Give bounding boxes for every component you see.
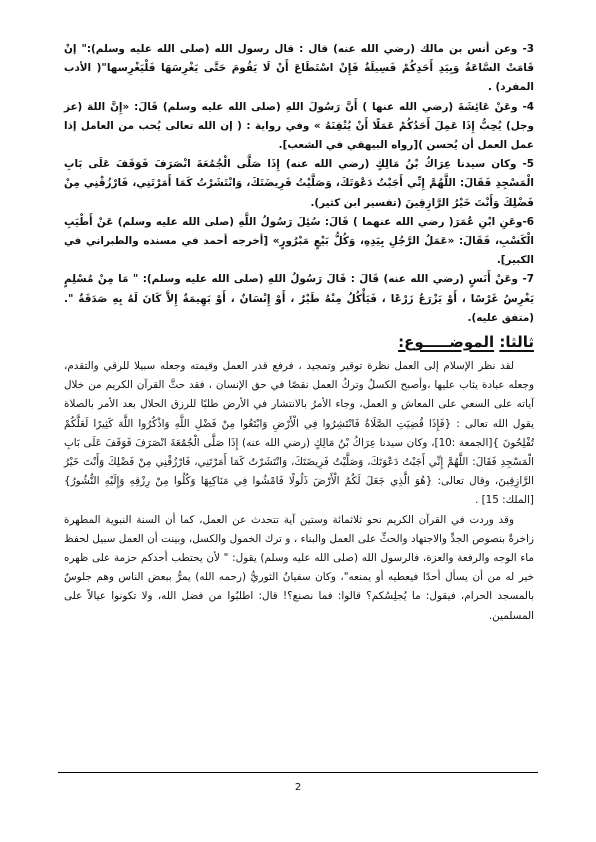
hadith-4: 4- وعَنْ عَائِشَةَ (رضي الله عنها ) أَنَّ رَسُولَ اللهِ (صلى الله عليه وسلم) قَالَ: «إِنَّ اللهَ (عز وجل) يُحِبُّ إِذَا عَمِلَ أَحَدُكُمْ عَمَلًا أَنْ يُتْقِنَهُ » وفي رواية : ( إن الله تعالى يُحب من العامل إذا عمل العمل أن يُحسن )[رواه البيهقي في الشعب]. (64, 100, 534, 152)
section-heading-number: ثالثا: (499, 333, 534, 352)
hadith-7: 7- وعَنْ أَنَسٍ (رضي الله عنه) قَالَ : قَالَ رَسُولُ اللهِ (صلى الله عليه وسلم): " مَا مِنْ مُسْلِمٍ يَغْرِسُ غَرْسًا ، أَوْ يَزْرَعُ زَرْعًا ، فَيَأْكُلُ مِنْهُ طَيْرٌ ، أَوْ إِنْسَانٌ ، أَوْ بَهِيمَةٌ إِلاَّ كَانَ لَهُ بِهِ صَدَقَةٌ ". (متفق عليه). (64, 273, 534, 324)
hadith-5: 5- وكان سيدنا عِرَاكُ بْنُ مَالِكٍ (رضي الله عنه) إِذَا صَلَّى الْجُمُعَةَ انْصَرَفَ فَوَقَفَ عَلَى بَابِ الْمَسْجِدِ فَقَالَ: اللَّهُمَّ إِنِّي أَجَبْتُ دَعْوَتَكَ، وَصَلَّيْتُ فَرِيضَتَكَ، وَانْتَشَرْتُ كَمَا أَمَرْتَنِي، فَارْزُقْنِي مِنْ فَضْلِكَ وَأَنْتَ خَيْرُ الرَّازِقِينَ (تفسير ابن كثير). (64, 158, 534, 209)
body-paragraph-2: وقد وردت في القرآن الكريم نحو ثلاثمائة وستين آية تتحدث عن العمل، كما أن السنة النبوية المطهرة زاخرةٌ بنصوص الجدِّ والاجتهاد والحثِّ على العمل والبناء ، و ترك الخمول والكسل، وبينت أن العمل سبيل لحفظ ماء الوجه والرفعة والعزة، فالرسول الله (صلى الله عليه وسلم) يقول: " لأن يحتطب أحدكم حزمة على ظهره خير له من أن يسأل أحدًا فيعطيه أو يمنعه"، وكان سفيانُ الثوريُّ (رحمه الله) يمرُّ ببعض الناس وهم جلوسٌ بالمسجد الحرام، فيقول: ما يُجلِسُكم؟ قالوا: فما نصنع؟! قال: اطلبُوا من فضل الله، ولا تكونوا عيالاً على المسلمين. (64, 513, 534, 622)
footer-rule (58, 772, 538, 773)
page-number: 2 (294, 782, 302, 793)
body-paragraph-1: لقد نظر الإسلام إلى العمل نظرة توقير وتمجيد ، فرفع قدر العمل وقيمته وجعله سبيلا للرقي والتقدم، وجعله عبادة يثاب عليها ،وأصبح الكسلُ وتركُ العمل نقصًا في حق الإنسان ، فقد حثَّ القرآن الكريم من خلال آياته على السعي على المعاش و العمل، وجاء الأمرُ بالانتشار في الأرض طلبًا للرزق الحلال بعد الأمر بالصلاة يقول الله تعالى : {فَإِذَا قُضِيَتِ الصَّلَاةُ فَانْتَشِرُوا فِي الْأَرْضِ وَابْتَغُوا مِنْ فَضْلِ اللَّهِ وَاذْكُرُوا اللَّهَ كَثِيرًا لَعَلَّكُمْ تُفْلِحُونَ }[الجمعة :10]، وكان سيدنا عِرَاكُ بْنُ مَالِكٍ (رضي الله عنه) إِذَا صَلَّى الْجُمُعَةَ انْصَرَفَ فَوَقَفَ عَلَى بَابِ الْمَسْجِدِ فَقَالَ: اللَّهُمَّ إِنِّي أَجَبْتُ دَعْوَتَكَ، وَصَلَّيْتُ فَرِيضَتَكَ، وَانْتَشَرْتُ كَمَا أَمَرْتَنِي، فَارْزُقْنِي مِنْ فَضْلِكَ وَأَنْتَ خَيْرُ الرَّازِقِينَ، وقال تعالى: {هُوَ الَّذِي جَعَلَ لَكُمُ الْأَرْضَ ذَلُولًا فَامْشُوا فِي مَنَاكِبِهَا وَكُلُوا مِنْ رِزْقِهِ وَإِلَيْهِ النُّشُورُ}[الملك: 15] . (64, 360, 534, 507)
section-heading-label: الموضـــــوع: (398, 333, 495, 352)
hadith-6: 6-وعَنِ ابْنِ عُمَرَ( رضي الله عنهما ) قَالَ: سُئِلَ رَسُولُ اللَّهِ (صلى الله عليه وسلم) عَنْ أَطْيَبِ الْكَسْبِ، فَقَالَ: «عَمَلُ الرَّجُلِ بِيَدِهِ، وَكُلُّ بَيْعٍ مَبْرُورٍ» [أخرجه أحمد في مسنده والطبراني في الكبير]. (64, 215, 534, 267)
hadith-3: 3- وعن أنس بن مالك (رضي الله عنه) قال : قال رسول الله (صلى الله عليه وسلم):" إنْ قَامَتْ السَّاعَةُ وَبِيَدِ أَحَدِكُمْ فَسِيلَةٌ فَإِنْ اسْتَطَاعَ أَنْ لَا يَقُومَ حَتَّى يَغْرِسَهَا فَلْيَغْرِسها"( الأدب المفرد) . (64, 43, 534, 94)
page-content (64, 40, 534, 626)
section-heading (64, 331, 534, 353)
